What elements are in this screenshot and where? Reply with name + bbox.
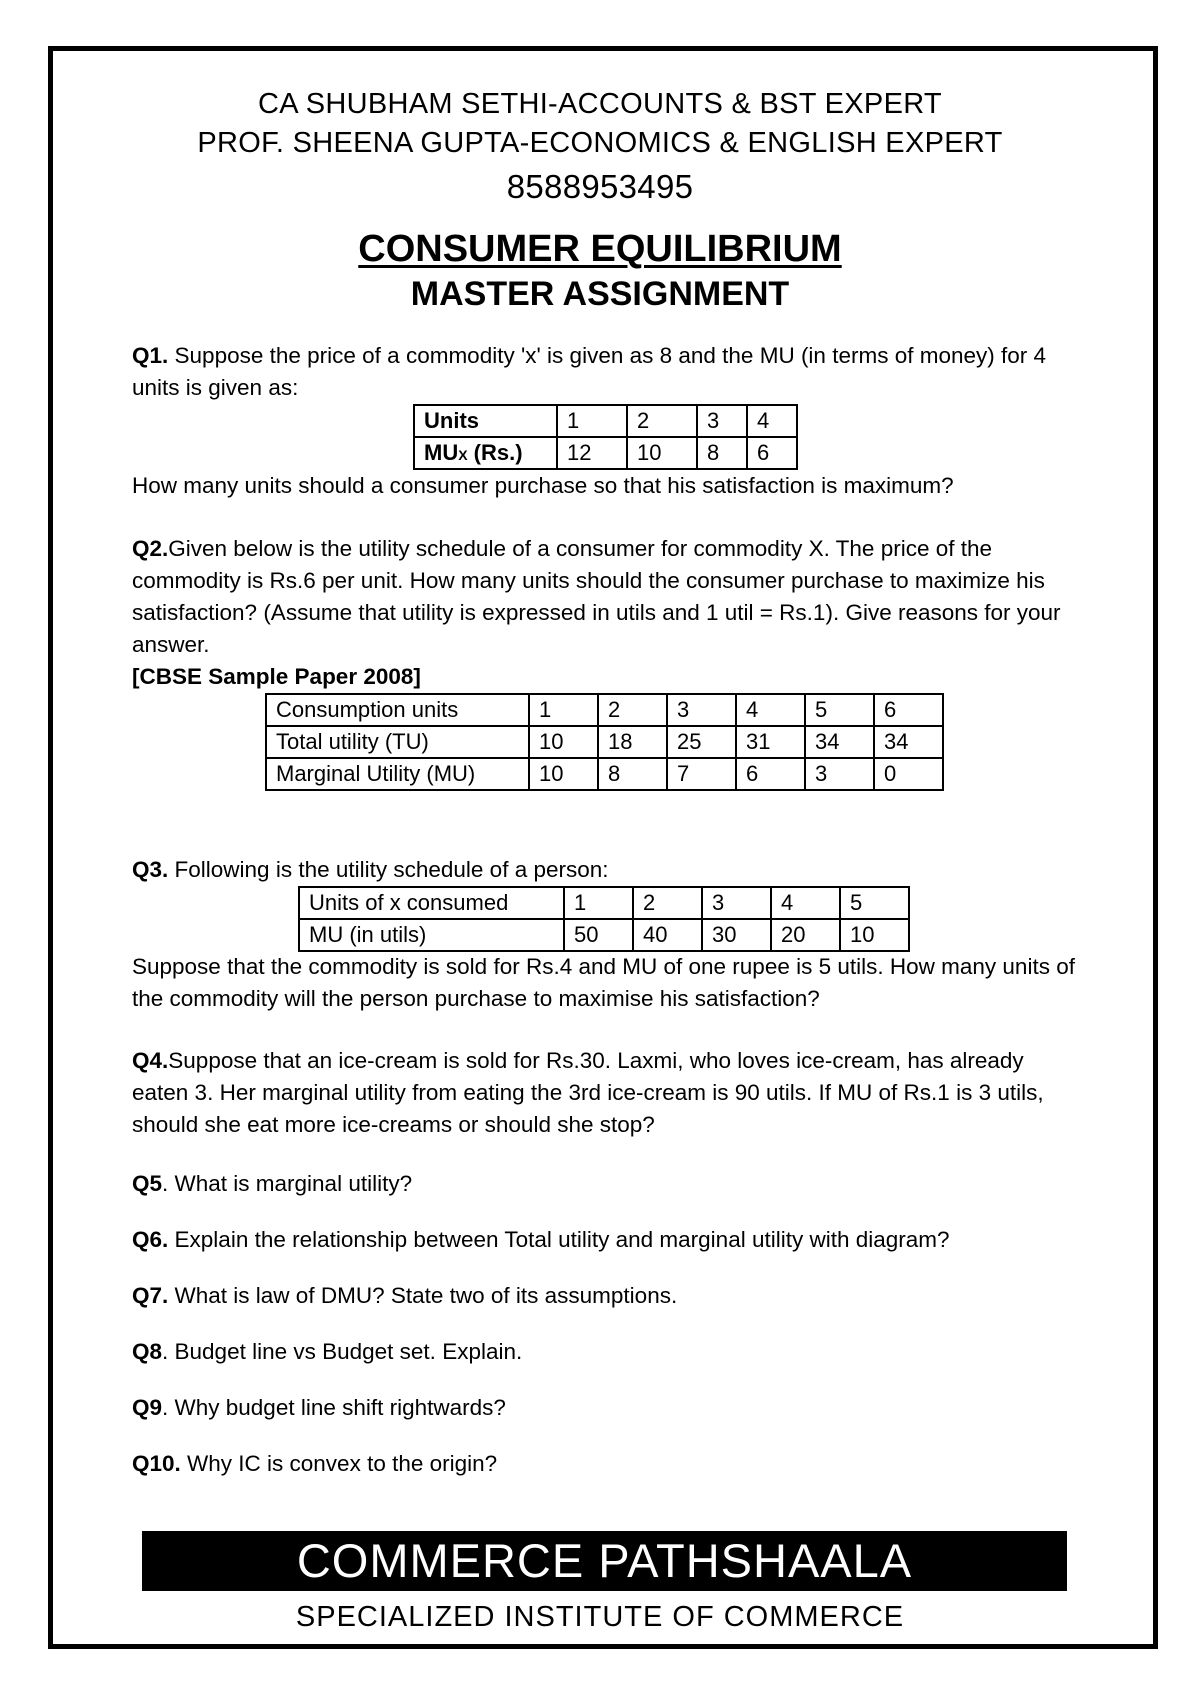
- table-cell: 34: [874, 726, 943, 758]
- question-4-text: Suppose that an ice-cream is sold for Rs.30. Laxmi, who loves ice-cream, has already eaten 3. Her marginal utility from eating the 3rd ice-cream is 90 utils. If MU of Rs.1 is 3 utils, should she eat more ice-creams or should she stop?: [132, 1048, 1044, 1137]
- question-10-text: Why IC is convex to the origin?: [180, 1451, 498, 1476]
- question-3-text: Following is the utility schedule of a person:: [168, 857, 609, 882]
- table-cell: 10: [529, 758, 598, 790]
- question-2-source: [132, 661, 1082, 693]
- institute-tagline: SPECIALIZED INSTITUTE OF COMMERCE: [295, 1601, 905, 1633]
- table-cell: MU (in utils): [299, 919, 564, 951]
- header-line-2: PROF. SHEENA GUPTA-ECONOMICS & ENGLISH EXPERT: [197, 127, 1003, 159]
- table-cell: 4: [771, 887, 840, 919]
- question-9: [132, 1392, 1082, 1424]
- document-title: [0, 228, 1200, 271]
- table-cell: Total utility (TU): [266, 726, 529, 758]
- table-cell: 0: [874, 758, 943, 790]
- header-line-1: CA SHUBHAM SETHI-ACCOUNTS & BST EXPERT: [258, 88, 942, 120]
- question-9-label: Q9: [132, 1395, 163, 1420]
- header-phone: 8588953495: [506, 168, 694, 205]
- document-title-text: CONSUMER EQUILIBRIUM: [358, 228, 842, 270]
- question-5-label: Q5: [132, 1171, 163, 1196]
- question-6-text: Explain the relationship between Total utility and marginal utility with diagram?: [168, 1227, 950, 1252]
- document-subtitle: MASTER ASSIGNMENT: [410, 275, 790, 313]
- table-cell: Marginal Utility (MU): [266, 758, 529, 790]
- mu-subscript: X: [458, 447, 468, 463]
- table-cell: 4: [736, 694, 805, 726]
- table-cell: 10: [529, 726, 598, 758]
- table-cell: 10: [840, 919, 909, 951]
- question-5: [132, 1168, 1082, 1200]
- question-2-text: Given below is the utility schedule of a consumer for commodity X. The price of the commodity is Rs.6 per unit. How many units should the consumer purchase to maximize his satisfaction? (Assume that utility is expressed in utils and 1 util = Rs.1). Give reasons for your answer.: [132, 536, 1061, 657]
- table-row: [299, 887, 909, 919]
- question-4-label: Q4.: [132, 1048, 169, 1073]
- table-row: [414, 405, 797, 437]
- table-cell: 7: [667, 758, 736, 790]
- table-cell: 34: [805, 726, 874, 758]
- table-cell: 2: [627, 405, 697, 437]
- question-3: [132, 854, 1082, 886]
- table-row: [266, 694, 943, 726]
- question-7-label: Q7.: [132, 1283, 169, 1308]
- table-cell: 30: [702, 919, 771, 951]
- table-row: [266, 758, 943, 790]
- mu-unit: (Rs.): [467, 440, 523, 465]
- question-7-text: What is law of DMU? State two of its assumptions.: [168, 1283, 678, 1308]
- question-8-text: . Budget line vs Budget set. Explain.: [162, 1339, 523, 1364]
- table-cell: 3: [702, 887, 771, 919]
- question-2: [132, 533, 1082, 661]
- table-cell: 1: [529, 694, 598, 726]
- table-cell: 3: [805, 758, 874, 790]
- table-cell: 6: [874, 694, 943, 726]
- question-1-text: Suppose the price of a commodity 'x' is given as 8 and the MU (in terms of money) for 4 units is given as:: [132, 343, 1047, 400]
- question-3-table: [298, 886, 910, 952]
- table-cell: 3: [667, 694, 736, 726]
- table-cell: 1: [564, 887, 633, 919]
- question-1-label: Q1.: [132, 343, 169, 368]
- table-row: [414, 437, 797, 469]
- table-cell: 25: [667, 726, 736, 758]
- table-cell: 12: [557, 437, 627, 469]
- table-cell: 6: [747, 437, 797, 469]
- question-1-followup: How many units should a consumer purchase so that his satisfaction is maximum?: [132, 473, 954, 498]
- table-cell: [414, 437, 557, 469]
- table-cell: 3: [697, 405, 747, 437]
- question-2-table: [265, 693, 944, 791]
- table-cell: 8: [598, 758, 667, 790]
- table-cell: 2: [598, 694, 667, 726]
- table-cell: 4: [747, 405, 797, 437]
- question-6: [132, 1224, 1082, 1256]
- table-cell: 5: [840, 887, 909, 919]
- table-cell: 2: [633, 887, 702, 919]
- table-cell: 20: [771, 919, 840, 951]
- mu-label: MU: [424, 440, 459, 465]
- question-3-label: Q3.: [132, 857, 169, 882]
- table-cell: 6: [736, 758, 805, 790]
- table-cell: 31: [736, 726, 805, 758]
- question-7: [132, 1280, 1082, 1312]
- table-row: [299, 919, 909, 951]
- table-cell: 10: [627, 437, 697, 469]
- table-cell: 50: [564, 919, 633, 951]
- question-6-label: Q6.: [132, 1227, 169, 1252]
- table-cell: 1: [557, 405, 627, 437]
- table-cell: 18: [598, 726, 667, 758]
- question-8-label: Q8: [132, 1339, 163, 1364]
- table-row: [266, 726, 943, 758]
- question-10-label: Q10.: [132, 1451, 181, 1476]
- question-5-text: . What is marginal utility?: [162, 1171, 413, 1196]
- table-cell: 40: [633, 919, 702, 951]
- table-cell: 5: [805, 694, 874, 726]
- question-4: [132, 1045, 1082, 1141]
- institute-banner: COMMERCE PATHSHAALA: [142, 1531, 1067, 1591]
- table-cell: 8: [697, 437, 747, 469]
- table-cell: Units of x consumed: [299, 887, 564, 919]
- question-2-label: Q2.: [132, 536, 169, 561]
- question-2-source-text: [CBSE Sample Paper 2008]: [132, 664, 421, 689]
- question-3-followup: Suppose that the commodity is sold for Rs.4 and MU of one rupee is 5 utils. How many units of the commodity will the person purchase to maximise his satisfaction?: [132, 954, 1075, 1011]
- question-8: [132, 1336, 1082, 1368]
- question-1: [132, 340, 1082, 404]
- question-9-text: . Why budget line shift rightwards?: [162, 1395, 506, 1420]
- question-10: [132, 1448, 1082, 1480]
- question-1-table: [413, 404, 798, 470]
- table-cell: Consumption units: [266, 694, 529, 726]
- table-cell: Units: [414, 405, 557, 437]
